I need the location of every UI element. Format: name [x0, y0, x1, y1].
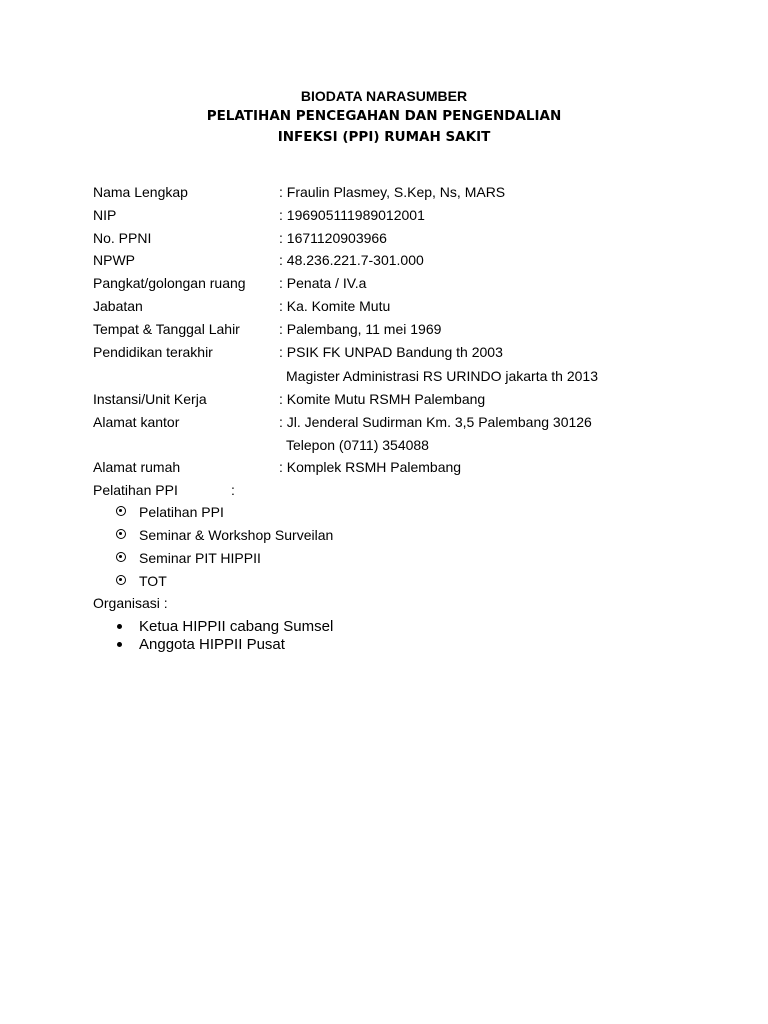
field-value: : Komite Mutu RSMH Palembang: [279, 391, 486, 407]
field-value: : Fraulin Plasmey, S.Kep, Ns, MARS: [279, 184, 506, 200]
pelatihan-label: Pelatihan PPI: [93, 482, 178, 498]
field-label: Alamat kantor: [93, 414, 180, 430]
field-value: : Palembang, 11 mei 1969: [279, 321, 442, 337]
list-item-text: Anggota HIPPII Pusat: [139, 636, 285, 653]
bullet-icon: [117, 624, 122, 629]
field-value: : 196905111989012001: [279, 207, 425, 223]
field-label: Pendidikan terakhir: [93, 344, 213, 360]
title-line-3: INFEKSI (PPI) RUMAH SAKIT: [277, 129, 491, 145]
radio-bullet-icon: [116, 575, 126, 585]
field-value: : Jl. Jenderal Sudirman Km. 3,5 Palembang 30126: [279, 414, 592, 430]
field-label: Tempat & Tanggal Lahir: [93, 321, 240, 337]
field-label: Jabatan: [93, 298, 143, 314]
field-value: : Komplek RSMH Palembang: [279, 459, 462, 475]
field-kantor-continued: Telepon (0711) 354088: [286, 437, 429, 453]
field-value: : 1671120903966: [279, 230, 387, 246]
pelatihan-colon: :: [231, 482, 235, 498]
pelatihan-heading: [93, 481, 235, 499]
field-label: NIP: [93, 207, 117, 223]
field-label: Pangkat/golongan ruang: [93, 275, 246, 291]
field-label: NPWP: [93, 252, 135, 268]
field-value: : PSIK FK UNPAD Bandung th 2003: [279, 344, 503, 360]
field-label: Nama Lengkap: [93, 184, 188, 200]
field-value: : Penata / IV.a: [279, 275, 367, 291]
organisasi-heading: Organisasi :: [93, 595, 168, 611]
field-label: Instansi/Unit Kerja: [93, 391, 207, 407]
list-item-text: Ketua HIPPII cabang Sumsel: [139, 618, 334, 635]
bullet-icon: [117, 642, 122, 647]
list-item-text: Seminar PIT HIPPII: [139, 550, 261, 566]
field-label: Alamat rumah: [93, 459, 181, 475]
field-label: No. PPNI: [93, 230, 152, 246]
field-value: : Ka. Komite Mutu: [279, 298, 391, 314]
radio-bullet-icon: [116, 552, 126, 562]
radio-bullet-icon: [116, 529, 126, 539]
title-line-2: PELATIHAN PENCEGAHAN DAN PENGENDALIAN: [206, 108, 562, 124]
document-title: [0, 86, 768, 147]
radio-bullet-icon: [116, 506, 126, 516]
list-item-text: TOT: [139, 573, 167, 589]
field-value: : 48.236.221.7-301.000: [279, 252, 424, 268]
field-pendidikan-continued: Magister Administrasi RS URINDO jakarta th 2013: [286, 368, 598, 384]
list-item-text: Seminar & Workshop Surveilan: [139, 527, 334, 543]
list-item-text: Pelatihan PPI: [139, 504, 224, 520]
title-line-1: BIODATA NARASUMBER: [300, 88, 468, 104]
